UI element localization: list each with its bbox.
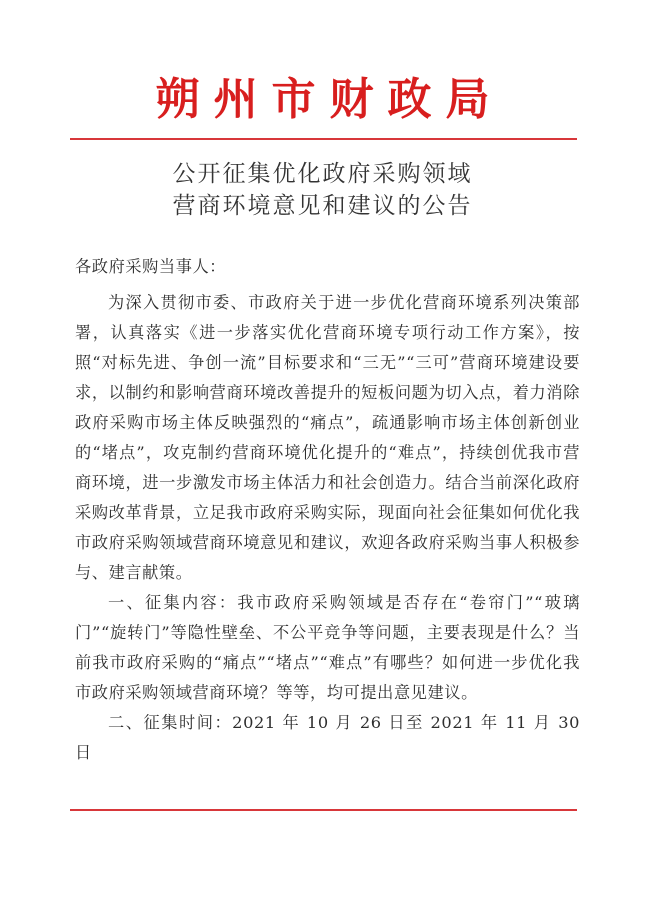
notice-title-line-1: 公开征集优化政府采购领域: [172, 161, 473, 187]
notice-title-line-2: 营商环境意见和建议的公告: [172, 193, 473, 219]
letterhead-org-name: 朔州市财政局: [155, 74, 504, 125]
paragraph-collection-content: 一、征集内容：我市政府采购领域是否存在“卷帘门”“玻璃门”“旋转门”等隐性壁垒、不公平竞争等问题，主要表现是什么？当前我市政府采购的“痛点”“堵点”“难点”有哪些？如何进一步优化我市政府采购领域营商环境？等等，均可提出意见建议。: [75, 593, 580, 702]
paragraph-collection-time: 二、征集时间：2021 年 10 月 26 日至 2021 年 11 月 30 日: [75, 713, 580, 762]
notice-body: [75, 252, 580, 768]
footer-rule: [70, 809, 577, 811]
paragraph-intro: 为深入贯彻市委、市政府关于进一步优化营商环境系列决策部署，认真落实《进一步落实优化营商环境专项行动工作方案》，按照“对标先进、争创一流”目标要求和“三无”“三可”营商环境建设要求，以制约和影响营商环境改善提升的短板问题为切入点，着力消除政府采购市场主体反映强烈的“痛点”，疏通影响市场主体创新创业的“堵点”，攻克制约营商环境优化提升的“难点”，持续创优我市营商环境，进一步激发市场主体活力和社会创造力。结合当前深化政府采购改革背景，立足我市政府采购实际，现面向社会征集如何优化我市政府采购领域营商环境意见和建议，欢迎各政府采购当事人积极参与、建言献策。: [75, 293, 580, 582]
salutation: 各政府采购当事人：: [75, 257, 227, 276]
letterhead-top-rule: [70, 138, 577, 140]
